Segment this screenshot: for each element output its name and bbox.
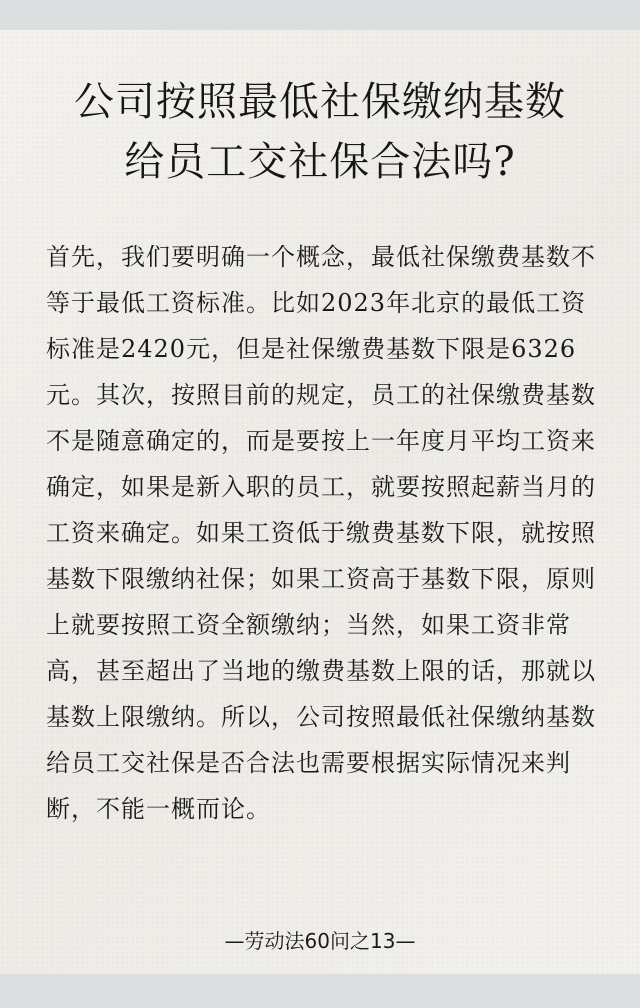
page-title-line-2: 给员工交社保合法吗?: [124, 139, 516, 185]
article-body: 首先，我们要明确一个概念，最低社保缴费基数不等于最低工资标准。比如2023年北京的最低工资标准是2420元，但是社保缴费基数下限是6326元。其次，按照目前的规定，员工的社保缴费基数不是随意确定的，而是要按上一年度月平均工资来确定，如果是新入职的员工，就要按照起薪当月的工资来确定。如果工资低于缴费基数下限，就按照基数下限缴纳社保；如果工资高于基数下限，原则上就要按照工资全额缴纳；当然，如果工资非常高，甚至超出了当地的缴费基数上限的话，那就以基数上限缴纳。所以，公司按照最低社保缴纳基数给员工交社保是否合法也需要根据实际情况来判断，不能一概而论。: [46, 243, 596, 823]
paper-card: [0, 30, 640, 974]
page-title-line-1: 公司按照最低社保缴纳基数: [74, 79, 566, 125]
series-footer: —劳动法60问之13—: [224, 929, 416, 953]
